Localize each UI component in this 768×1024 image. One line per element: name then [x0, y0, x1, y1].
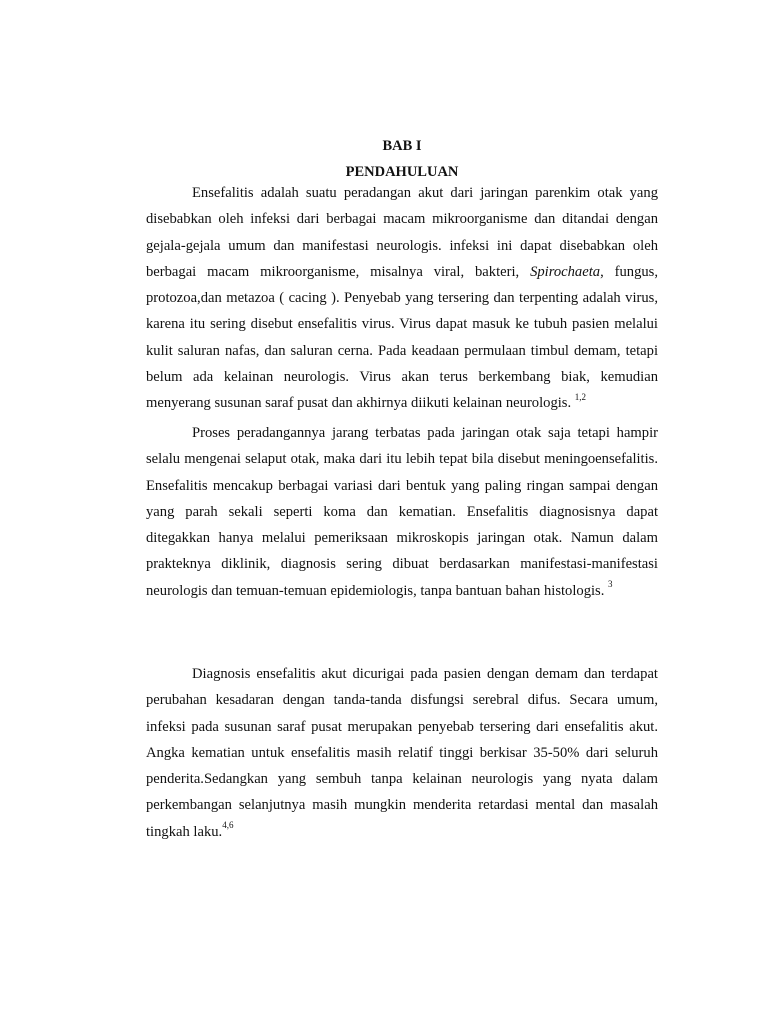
paragraph-3-text: Diagnosis ensefalitis akut dicurigai pada pasien dengan demam dan terdapat perubahan kesadaran dengan tanda-tanda disfungsi serebral difus. Secara umum, infeksi pada susunan saraf pusat merupakan penyebab tersering dari ensefalitis akut. Angka kematian untuk ensefalitis masih relatif tinggi berkisar 35-50% dari seluruh penderita.Sedangkan yang sembuh tanpa kelainan neurologis yang nyata dalam perkembangan selanjutnya masih mungkin menderita retardasi mental dan masalah tingkah laku. [146, 666, 658, 840]
citation-ref: 3 [608, 578, 613, 589]
chapter-heading: BAB I [382, 138, 422, 154]
paragraph-1-text: Ensefalitis adalah suatu peradangan akut dari jaringan parenkim otak yang disebabkan oleh infeksi dari berbagai macam mikroorganisme dan ditandai dengan gejala-gejala umum dan manifestasi neurologis. infeksi ini dapat disebabkan oleh berbagai macam mikroorganisme, misalnya viral, bakteri, [146, 185, 658, 280]
paragraph-2-text: Proses peradangannya jarang terbatas pada jaringan otak saja tetapi hampir selalu mengenai selaput otak, maka dari itu lebih tepat bila disebut meningoensefalitis. Ensefalitis mencakup berbagai variasi dari bentuk yang paling ringan sampai dengan yang parah sekali seperti koma dan kematian. Ensefalitis diagnosisnya dapat ditegakkan hanya melalui pemeriksaan mikroskopis jaringan otak. Namun dalam prakteknya diklinik, diagnosis sering dibuat berdasarkan manifestasi-manifestasi neurologis dan temuan-temuan epidemiologis, tanpa bantuan bahan histologis. [146, 425, 658, 599]
paragraph-2 [146, 420, 658, 604]
paragraph-1-text-cont: , fungus, protozoa,dan metazoa ( cacing ). Penyebab yang tersering dan terpenting adalah virus, karena itu sering disebut ensefalitis virus. Virus dapat masuk ke tubuh pasien melalui kulit saluran nafas, dan saluran cerna. Pada keadaan permulaan timbul demam, tetapi belum ada kelainan neurologis. Virus akan terus berkembang biak, kemudian menyerang susunan saraf pusat dan akhirnya diikuti kelainan neurologis. [146, 263, 658, 412]
citation-ref: 1,2 [574, 391, 587, 402]
paragraph-1 [146, 180, 658, 417]
citation-ref: 4,6 [222, 819, 234, 830]
paragraph-3 [146, 661, 658, 845]
section-title: PENDAHULUAN [345, 164, 459, 180]
italic-term: Spirochaeta [530, 263, 601, 280]
